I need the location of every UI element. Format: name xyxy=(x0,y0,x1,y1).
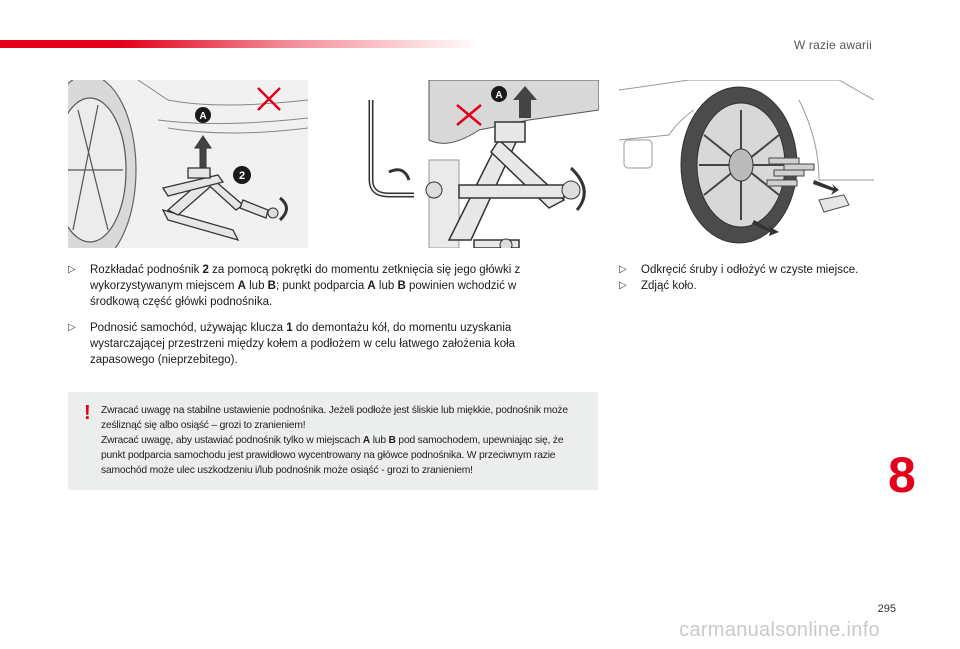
chapter-number: 8 xyxy=(888,447,916,503)
warning-box xyxy=(68,392,598,490)
chapter-title: W razie awarii xyxy=(793,38,872,52)
figure-label-a: A xyxy=(199,111,207,122)
figure-wheel-removal xyxy=(619,80,874,248)
watermark: carmanualsonline.info xyxy=(679,619,880,641)
warning-line-1: Zwracać uwagę na stabilne ustawienie podnośnika. Jeżeli podłoże jest śliskie lub miękkie, podnośnik może ześliznąć się albo osiąść – grozi to zranieniem! xyxy=(101,405,568,431)
page-number: 295 xyxy=(877,603,896,615)
arrow-bullet-icon: ▷ xyxy=(619,280,627,291)
instruction-list-right xyxy=(619,262,909,294)
figure-label-2: 2 xyxy=(238,170,246,182)
arrow-bullet-icon: ▷ xyxy=(619,264,627,275)
instruction-item: ▷ Zdjąć koło. xyxy=(619,280,697,292)
arrow-bullet-icon: ▷ xyxy=(68,322,76,333)
instruction-list-left xyxy=(68,262,538,378)
warning-line-2: Zwracać uwagę, aby ustawiać podnośnik tylko w miejscach A lub B pod samochodem, upewniając się, że punkt podparcia samochodu jest prawidłowo wycentrowany na główce podnośnika. W przeciwnym razie samochód może ulec uszkodzeniu i/lub podnośnik może osiąść - grozi to zranieniem! xyxy=(101,435,564,476)
warning-text xyxy=(101,403,589,478)
instruction-item: ▷ Rozkładać podnośnik 2 za pomocą pokrętki do momentu zetknięcia się jego główki z wykorzystywanym miejscem A lub B; punkt podparcia A lub B powinien wchodzić w środkową część główki podnośnika. xyxy=(68,264,521,308)
arrow-bullet-icon: ▷ xyxy=(68,264,76,275)
figure-jack-positioning xyxy=(68,80,308,248)
figure-label-a: A xyxy=(495,90,503,101)
warning-exclamation-icon: ! xyxy=(84,402,91,424)
instruction-item: ▷ Podnosić samochód, używając klucza 1 do demontażu kół, do momentu uzyskania wystarczającej przestrzeni między kołem a podłożem w celu łatwego założenia koła zapasowego (nieprzebitego). xyxy=(68,322,516,366)
header-accent-bar xyxy=(0,40,480,48)
figure-jack-crank xyxy=(359,80,599,248)
instruction-item: ▷ Odkręcić śruby i odłożyć w czyste miejsce. xyxy=(619,264,859,276)
